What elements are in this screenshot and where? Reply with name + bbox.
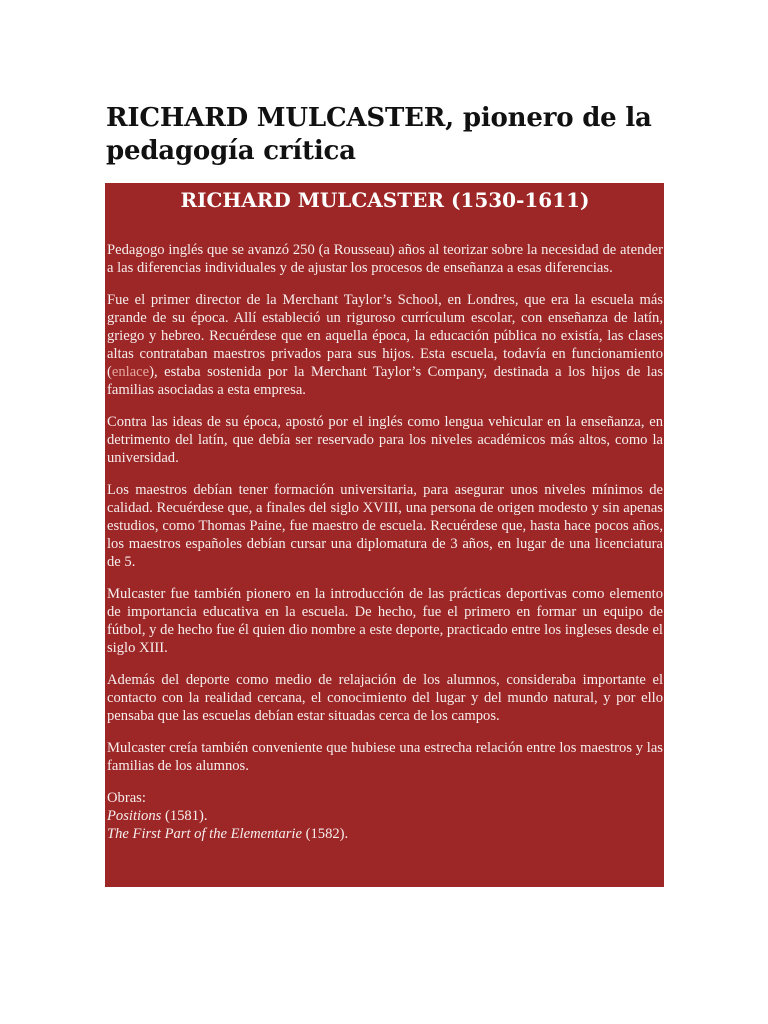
work-year: (1581). xyxy=(161,808,208,824)
works-list xyxy=(107,789,663,843)
work-title: The First Part of the Elementarie xyxy=(107,826,302,842)
works-label: Obras: xyxy=(107,790,146,806)
paragraph-sports: Mulcaster fue también pionero en la introducción de las prácticas deportivas como elemento de importancia educativa en la escuela. De hecho, fue el primero en formar un equipo de fútbol, y de hecho fue él quien dio nombre a este deporte, practicado entre los ingleses desde el siglo XIII. xyxy=(107,586,663,656)
paragraph-families: Mulcaster creía también conveniente que hubiese una estrecha relación entre los maestros y las familias de los alumnos. xyxy=(107,740,663,774)
paragraph-school xyxy=(107,291,663,399)
page-title: RICHARD MULCASTER, pionero de la pedagogía crítica xyxy=(106,103,652,166)
work-year: (1582). xyxy=(301,826,349,842)
biography-box xyxy=(105,183,664,887)
paragraph-teachers: Los maestros debían tener formación universitaria, para asegurar unos niveles mínimos de calidad. Recuérdese que, a finales del siglo XVIII, una persona de origen modesto y sin apenas estudios, como Thomas Paine, fue maestro de escuela. Recuérdese que, hasta hace pocos años, los maestros españoles debían cursar una diplomatura de 3 años, en lugar de una licenciatura de 5. xyxy=(107,482,663,570)
paragraph-language: Contra las ideas de su época, apostó por el inglés como lengua vehicular en la enseñanza, en detrimento del latín, que debía ser reservado para los niveles académicos más altos, como la universidad. xyxy=(107,414,663,466)
work-title: Positions xyxy=(107,808,162,824)
paragraph-intro: Pedagogo inglés que se avanzó 250 (a Rousseau) años al teorizar sobre la necesidad de atender a las diferencias individuales y de ajustar los procesos de enseñanza a esas diferencias. xyxy=(107,242,663,276)
school-link[interactable]: enlace xyxy=(111,364,150,380)
work-item xyxy=(107,825,663,843)
paragraph-nature: Además del deporte como medio de relajación de los alumnos, consideraba importante el contacto con la realidad cercana, el conocimiento del lugar y del mundo natural, y por ello pensaba que las escuelas debían estar situadas cerca de los campos. xyxy=(107,672,663,724)
box-heading: RICHARD MULCASTER (1530-1611) xyxy=(180,188,590,212)
paragraph-school-text-1: Fue el primer director de la Merchant Taylor’s School, en Londres, que era la escuela más grande de su época. Allí estableció un riguroso currículum escolar, con enseñanza de latín, griego y hebreo. Recuérdese que en aquella época, la educación pública no existía, las clases altas contrataban maestros privados para sus hijos. Esta escuela, todavía en funcionamiento ( xyxy=(107,292,663,380)
paragraph-school-text-2: ), estaba sostenida por la Merchant Taylor’s Company, destinada a los hijos de las familias asociadas a esta empresa. xyxy=(107,364,663,398)
work-item xyxy=(107,807,663,825)
